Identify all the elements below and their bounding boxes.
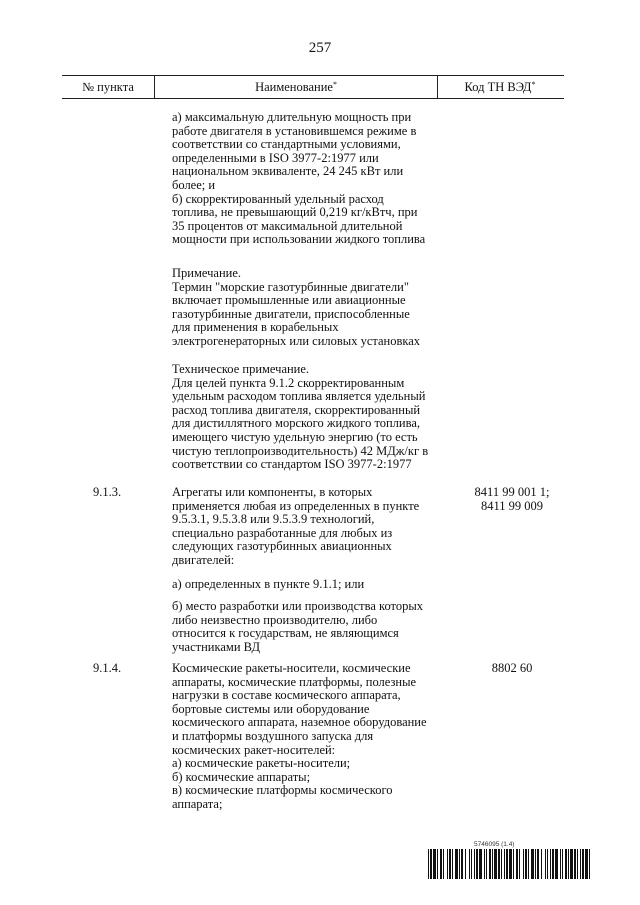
item-9-1-3-sub-a: а) определенных в пункте 9.1.1; или [172,577,365,591]
item-code-9-1-3: 8411 99 001 1; 8411 99 009 [474,485,550,513]
header-code-footnote-mark: * [531,80,536,89]
header-name-label: Наименование [255,80,333,94]
item-code-9-1-4: 8802 60 [491,661,533,675]
table-header [62,75,564,99]
barcode-label: 5746095 (1.4) [474,841,515,848]
item-number-9-1-4: 9.1.4. [93,661,122,675]
criteria-paragraph: а) максимальную длительную мощность при работе двигателя в установившемся режиме в соответствии со стандартными условиями, определенными в ISO 3977-2:1977 или национальном эквиваленте, 24 245 кВт или более; и б) скорректированный удельный расход топлива, не превышающий 0,219 кг/кВтч, при 35 процентов от максимальной длительной мощности при использовании жидкого топлива [172,110,426,247]
technical-note-paragraph: Техническое примечание. Для целей пункта 9.1.2 скорректированным удельным расходом топлива является удельный расход топлива двигателя, скорректированный для дистиллятного морского жидкого топлива, имеющего чистую удельную энергию (то есть чистую теплопроизводительность) 42 МДж/кг в соответствии со стандартом ISO 3977-2:1977 [172,362,429,472]
header-number [62,76,154,98]
item-text-9-1-3: Агрегаты или компоненты, в которых применяется любая из определенных в пункте 9.5.3.1, 9.5.3.8 или 9.5.3.9 технологий, специально разработанные для любых из следующих газотурбинных авиационных двигателей: [172,485,420,567]
barcode-image [428,849,592,879]
header-name [154,76,438,98]
header-code-label: Код ТН ВЭД [464,80,532,94]
item-number-9-1-3: 9.1.3. [93,485,122,499]
header-code [436,76,564,98]
item-text-9-1-4: Космические ракеты-носители, космические аппараты, космические платформы, полезные нагрузки в составе космического аппарата, бортовые системы или оборудование космического аппарата, наземное оборудование и платформы воздушного запуска для космических ракет-носителей: а) космические ракеты-носители; б) космические аппараты; в) космические платформы космического аппарата; [172,661,427,811]
item-9-1-3-sub-b: б) место разработки или производства которых либо неизвестно производителю, либо относится к государствам, не являющимся участниками ВД [172,599,423,654]
header-number-label: № пункта [82,80,134,94]
header-name-footnote-mark: * [332,80,337,89]
note-paragraph: Примечание. Термин "морские газотурбинные двигатели" включает промышленные или авиационные газотурбинные двигатели, приспособленные для применения в корабельных электрогенераторных или силовых установках [172,266,421,348]
page-number: 257 [308,40,332,56]
